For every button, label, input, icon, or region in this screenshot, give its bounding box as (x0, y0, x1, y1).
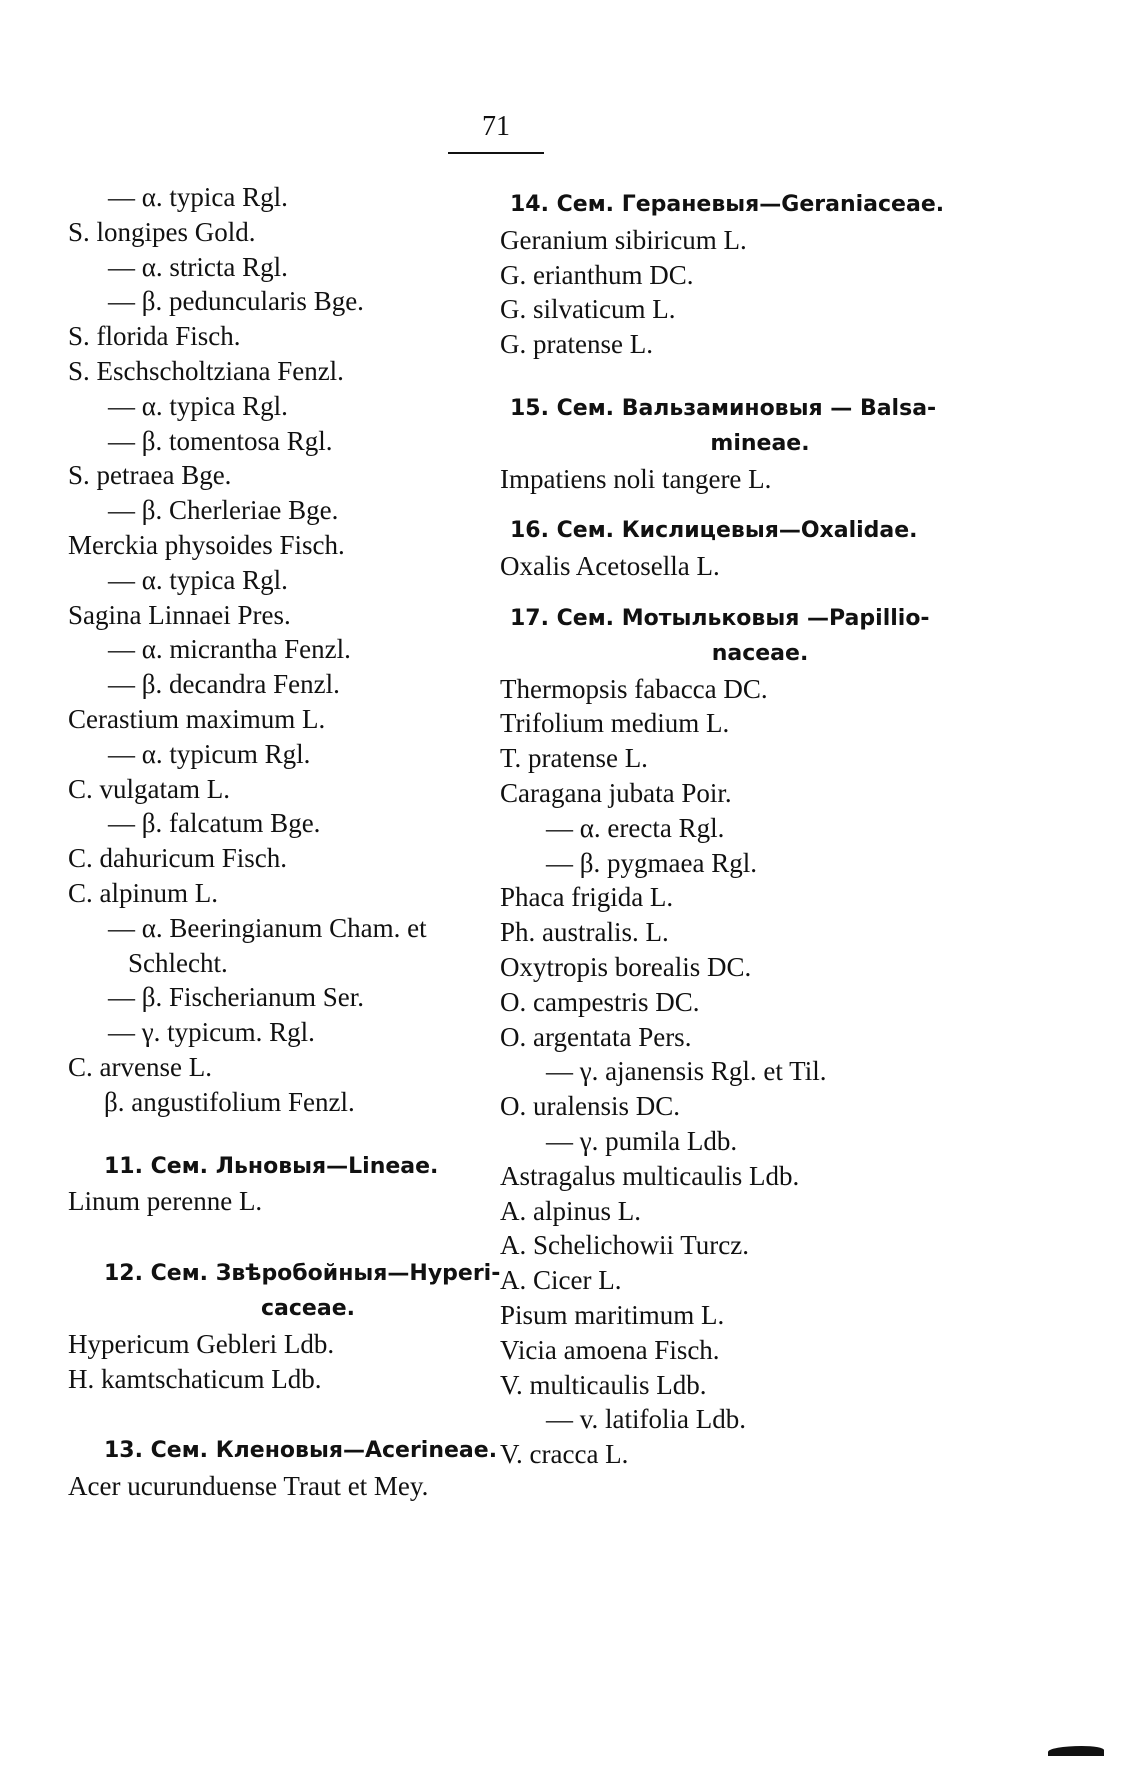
taxon-line: Thermopsis fabacca DC. (500, 673, 768, 704)
taxon-line: Pisum maritimum L. (500, 1299, 725, 1330)
taxon-line: G. pratense L. (500, 329, 653, 360)
taxon-line: — α. erecta Rgl. (546, 812, 725, 843)
family-heading-16: 16. Сем. Кислицевыя—Oxalidae. (510, 518, 918, 544)
taxon-line: Sagina Linnaei Pres. (68, 599, 291, 630)
taxon-line: — γ. typicum. Rgl. (108, 1017, 315, 1048)
taxon-line: H. kamtschaticum Ldb. (68, 1363, 322, 1394)
left-column (68, 180, 501, 1504)
taxon-line: A. alpinus L. (500, 1195, 641, 1226)
family-heading-13: 13. Сем. Кленовыя—Acerineae. (104, 1438, 498, 1464)
taxon-line: C. arvense L. (68, 1051, 212, 1082)
taxon-line: — α. typica Rgl. (108, 390, 288, 421)
taxon-line: — β. Fischerianum Ser. (108, 982, 364, 1013)
taxon-line: — β. falcatum Bge. (108, 808, 321, 839)
taxon-line: Geranium sibiricum L. (500, 224, 747, 255)
taxon-line: Oxytropis borealis DC. (500, 951, 752, 982)
taxon-line: S. Eschscholtziana Fenzl. (68, 355, 344, 386)
taxon-line: G. silvaticum L. (500, 294, 676, 325)
right-column (500, 180, 960, 1472)
taxon-line: Oxalis Acetosella L. (500, 551, 720, 582)
taxon-line: — β. decandra Fenzl. (108, 669, 340, 700)
taxon-line: V. cracca L. (500, 1439, 629, 1470)
taxon-line: Ph. australis. L. (500, 917, 669, 948)
taxon-line: C. vulgatam L. (68, 773, 230, 804)
family-heading-14: 14. Сем. Гераневыя—Geraniaceae. (510, 192, 945, 217)
taxon-line: S. florida Fisch. (68, 321, 241, 352)
taxon-line: — α. typica Rgl. (108, 182, 288, 212)
taxon-line: O. argentata Pers. (500, 1021, 692, 1052)
family-heading-17: 17. Сем. Мотыльковыя —Papillio- (510, 605, 930, 631)
taxon-line: — β. peduncularis Bge. (108, 286, 364, 317)
taxon-line: Vicia amoena Fisch. (500, 1334, 720, 1365)
taxon-line: — α. typicum Rgl. (108, 738, 311, 769)
taxon-line: C. alpinum L. (68, 877, 218, 908)
taxon-line: — α. stricta Rgl. (108, 251, 288, 282)
taxon-line: T. pratense L. (500, 743, 648, 774)
taxon-line: S. petraea Bge. (68, 460, 232, 491)
taxon-line: Astragalus multicaulis Ldb. (500, 1160, 800, 1191)
taxon-line: Hypericum Gebleri Ldb. (68, 1328, 335, 1359)
family-heading-12: 12. Сем. Звѣробойныя—Hyperi- (104, 1261, 501, 1287)
taxon-line: Impatiens noli tangere L. (500, 463, 772, 494)
taxon-line: — α. micrantha Fenzl. (108, 634, 351, 665)
taxon-line: — β. pygmaea Rgl. (546, 847, 757, 878)
family-heading-15-continuation: mineae. (710, 430, 810, 456)
taxon-line-continuation: Schlecht. (128, 947, 228, 978)
family-heading-12-continuation: caceae. (261, 1295, 355, 1321)
family-heading-11: 11. Сем. Льновыя—Lineae. (104, 1153, 439, 1179)
family-heading-15: 15. Сем. Вальзаминовыя — Balsa- (510, 395, 937, 421)
taxon-line: Cerastium maximum L. (68, 703, 326, 734)
taxon-line: Acer ucurunduense Traut et Mey. (68, 1471, 429, 1502)
taxon-line: — α. Beeringianum Cham. et (108, 912, 427, 943)
taxon-line: — γ. ajanensis Rgl. et Til. (546, 1056, 827, 1087)
taxon-line: — α. typica Rgl. (108, 564, 288, 595)
taxon-line: C. dahuricum Fisch. (68, 843, 287, 874)
taxon-line: — v. latifolia Ldb. (546, 1404, 746, 1435)
taxon-line: A. Cicer L. (500, 1265, 622, 1296)
taxon-line: — γ. pumila Ldb. (546, 1125, 738, 1156)
page-number-rule (448, 152, 544, 154)
taxon-line: — β. Cherleriae Bge. (108, 495, 339, 526)
taxon-line: O. campestris DC. (500, 986, 700, 1017)
family-heading-17-continuation: naceae. (711, 640, 809, 666)
page-number: 71 (482, 111, 510, 142)
taxon-line: Phaca frigida L. (500, 882, 674, 913)
taxon-line: Linum perenne L. (68, 1186, 263, 1217)
taxon-line: Trifolium medium L. (500, 708, 730, 739)
taxon-line: G. erianthum DC. (500, 259, 694, 290)
taxon-line: A. Schelichowii Turcz. (500, 1230, 749, 1261)
taxon-line: O. uralensis DC. (500, 1091, 680, 1122)
taxon-line: Merckia physoides Fisch. (68, 529, 345, 560)
taxon-line: — β. tomentosa Rgl. (108, 425, 333, 456)
scan-corner-mark (1048, 1746, 1104, 1756)
taxon-line: S. longipes Gold. (68, 216, 256, 247)
taxon-line: V. multicaulis Ldb. (500, 1369, 707, 1400)
taxon-line: β. angustifolium Fenzl. (104, 1086, 355, 1117)
taxon-line: Caragana jubata Poir. (500, 777, 732, 808)
